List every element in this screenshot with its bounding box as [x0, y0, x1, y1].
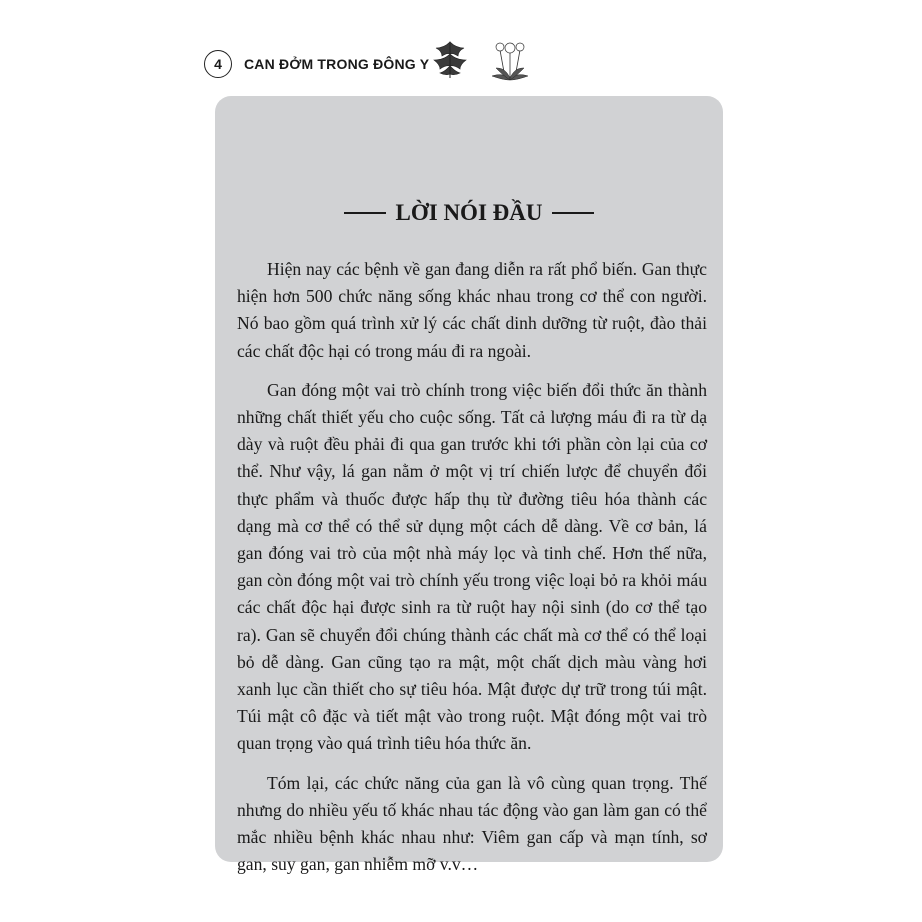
preface-heading — [215, 200, 723, 226]
preface-body — [237, 256, 707, 890]
page-header — [204, 46, 544, 86]
page-number-badge: 4 — [204, 50, 232, 78]
running-title: CAN ĐỞM TRONG ĐÔNG Y — [244, 56, 430, 72]
dandelion-icon — [486, 38, 534, 84]
preface-panel — [215, 96, 723, 875]
paragraph: Gan đóng một vai trò chính trong việc biến đổi thức ăn thành những chất thiết yếu cho cuộc sống. Tất cả lượng máu đi ra từ dạ dày và ruột đều phải đi qua gan trước khi tới phần còn lại của cơ thể. Như vậy, lá gan nằm ở một vị trí chiến lược để chuyển đổi thực phẩm và thuốc được hấp thụ từ đường tiêu hóa thành các dạng mà cơ thể có thể sử dụng một cách dễ dàng. Về cơ bản, lá gan đóng vai trò của một nhà máy lọc và tinh chế. Hơn thế nữa, gan còn đóng một vai trò chính yếu trong việc loại bỏ ra khỏi máu các chất độc hại được sinh ra từ ruột hay nội sinh (do cơ thể tạo ra). Gan sẽ chuyển đổi chúng thành các chất mà cơ thể có thể loại bỏ dễ dàng. Gan cũng tạo ra mật, một chất dịch màu vàng hơi xanh lục cần thiết cho sự tiêu hóa. Mật được dự trữ trong túi mật. Túi mật cô đặc và tiết mật vào trong ruột. Mật đóng một vai trò quan trọng vào quá trình tiêu hóa thức ăn. — [237, 379, 707, 754]
herb-leaf-icon — [428, 36, 472, 80]
paragraph: Tóm lại, các chức năng của gan là vô cùng quan trọng. Thế nhưng do nhiều yếu tố khác nhau tác động vào gan làm gan có thể mắc nhiều bệnh khác nhau như: Viêm gan cấp và mạn tính, sơ gan, suy gan, gan nhiễm mỡ v.v… — [237, 772, 707, 875]
heading-rule-left — [344, 212, 386, 214]
heading-text: LỜI NÓI ĐẦU — [395, 200, 543, 225]
paragraph: Hiện nay các bệnh về gan đang diễn ra rất phổ biến. Gan thực hiện hơn 500 chức năng sống khác nhau trong cơ thể con người. Nó bao gồm quá trình xử lý các chất dinh dưỡng từ ruột, đào thải các chất độc hại có trong máu đi ra ngoài. — [237, 259, 707, 361]
heading-rule-right — [552, 212, 594, 214]
